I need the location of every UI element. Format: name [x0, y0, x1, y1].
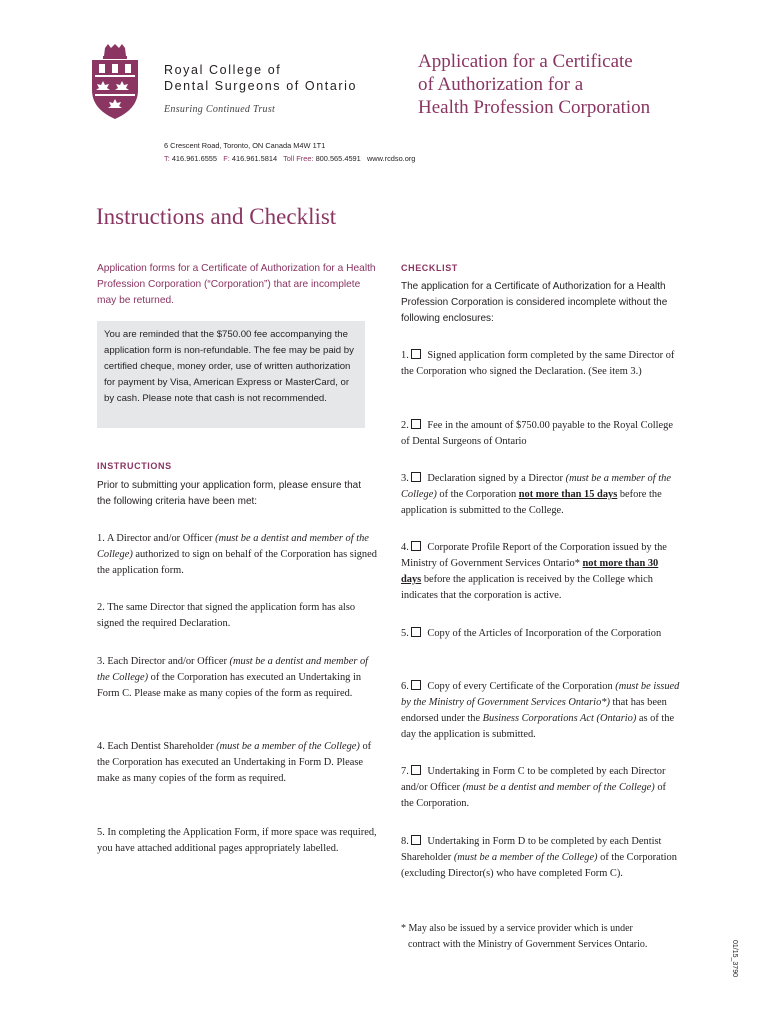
item-text: Corporate Profile Report of the Corporation issued by the Ministry of Government Services Ontario* — [401, 542, 667, 569]
tollfree-label: Toll Free: — [283, 154, 314, 163]
item-text: Undertaking in Form D to be completed by each Dentist Shareholder — [401, 836, 662, 863]
organization-name — [164, 62, 357, 94]
phone-number: 416.961.6555 — [171, 154, 218, 163]
item-text: Copy of the Articles of Incorporation of the Corporation — [427, 628, 662, 639]
instructions-heading: INSTRUCTIONS — [97, 461, 172, 471]
instruction-item-3 — [97, 654, 382, 702]
item-number: 7. — [401, 766, 409, 777]
org-name-line1: Royal College of — [164, 63, 282, 77]
checklist-item-4 — [401, 540, 681, 604]
instruction-item-2: 2. The same Director that signed the application form has also signed the required Declaration. — [97, 602, 356, 629]
checklist-item-8 — [401, 834, 681, 882]
tollfree-number: 800.565.4591 — [315, 154, 361, 163]
item-text: of the Corporation. — [401, 782, 667, 809]
college-crest-logo — [90, 44, 140, 120]
item-emphasis: Business Corporations Act (Ontario) — [482, 713, 637, 724]
instruction-text: 1. A Director and/or Officer — [97, 533, 216, 544]
checkbox[interactable] — [411, 472, 421, 482]
item-number: 1. — [401, 350, 409, 361]
incomplete-warning: Application forms for a Certificate of Authorization for a Health Profession Corporation (“Corporation”) that are incomplete may be returned. — [97, 263, 376, 306]
checklist-item-3 — [401, 471, 681, 519]
instructions-intro: Prior to submitting your application form, please ensure that the following criteria have been met: — [97, 480, 362, 507]
checkbox[interactable] — [411, 627, 421, 637]
checklist-item-1 — [401, 348, 681, 380]
checkbox[interactable] — [411, 419, 421, 429]
checkbox[interactable] — [411, 765, 421, 775]
item-number: 5. — [401, 628, 409, 639]
phone-label: T: — [164, 154, 170, 163]
item-emphasis: (must be issued by the Ministry of Government Services Ontario*) — [401, 681, 680, 708]
tagline: Ensuring Continued Trust — [164, 104, 276, 115]
instruction-emphasis: (must be a member of the College) — [216, 741, 360, 752]
checklist-item-7 — [401, 764, 681, 812]
checklist-heading: CHECKLIST — [401, 263, 458, 273]
footnote — [401, 921, 691, 953]
form-title-line3: Health Profession Corporation — [418, 97, 651, 118]
checklist-intro: The application for a Certificate of Authorization for a Health Profession Corporation is considered incomplete without the following enclosures: — [401, 281, 668, 324]
item-text: that has been endorsed under the — [401, 697, 667, 724]
item-text: before the application is submitted to the College. — [401, 489, 662, 516]
item-text: of the Corporation (excluding Director(s) who have completed Form C). — [401, 852, 677, 879]
instruction-item-4 — [97, 739, 382, 787]
item-emphasis: (must be a member of the College) — [401, 473, 671, 500]
checkbox[interactable] — [411, 349, 421, 359]
item-number: 2. — [401, 420, 409, 431]
item-number: 4. — [401, 542, 409, 553]
instruction-text: of the Corporation has executed an Undertaking in Form C. Please make as many copies of the form as required. — [97, 672, 362, 699]
item-text: Copy of every Certificate of the Corporation — [427, 681, 616, 692]
checklist-item-2 — [401, 418, 681, 450]
item-text: Declaration signed by a Director — [427, 473, 566, 484]
page-title: Instructions and Checklist — [96, 204, 337, 229]
item-text: Undertaking in Form C to be completed by each Director and/or Officer — [401, 766, 666, 793]
footnote-line1: * May also be issued by a service provider which is under — [401, 923, 633, 934]
instruction-text: authorized to sign on behalf of the Corporation has signed the application form. — [97, 549, 377, 576]
instruction-text: 4. Each Dentist Shareholder — [97, 741, 217, 752]
form-code-text: 01/15_3790 — [731, 940, 738, 977]
item-emphasis: (must be a member of the College) — [453, 852, 598, 863]
checklist-item-5 — [401, 626, 681, 642]
instruction-item-1 — [97, 531, 382, 579]
item-number: 6. — [401, 681, 409, 692]
item-text: Signed application form completed by the same Director of the Corporation who signed the Declaration. (See item 3.) — [401, 350, 675, 377]
item-text: as of the day the application is submitted. — [401, 713, 675, 740]
fee-notice-box: You are reminded that the $750.00 fee accompanying the application form is non-refundable. The fee may be paid by certified cheque, money order, use of written authorization for payment by Visa, American Express or MasterCard, or by cash. Please note that cash is not recommended. — [97, 321, 365, 428]
item-deadline: not more than 30 days — [401, 558, 659, 585]
item-text: Fee in the amount of $750.00 payable to the Royal College of Dental Surgeons of Ontario — [401, 420, 673, 447]
instruction-text: 3. Each Director and/or Officer — [97, 656, 230, 667]
street-address: 6 Crescent Road, Toronto, ON Canada M4W 1T1 — [164, 141, 326, 150]
contact-block — [164, 139, 415, 165]
instruction-emphasis: (must be a dentist and member of the College) — [97, 533, 369, 560]
checkbox[interactable] — [411, 835, 421, 845]
checklist-item-6 — [401, 679, 681, 743]
contact-numbers — [164, 152, 415, 165]
instruction-emphasis: (must be a dentist and member of the College) — [97, 656, 369, 683]
form-title-line1: Application for a Certificate — [418, 51, 633, 72]
checkbox[interactable] — [411, 541, 421, 551]
item-deadline: not more than 15 days — [518, 489, 618, 500]
fax-label: F: — [223, 154, 230, 163]
footnote-line2: contract with the Ministry of Government Services Ontario. — [408, 939, 648, 950]
item-text: before the application is received by the College which indicates that the corporation is active. — [401, 574, 653, 601]
org-name-line2: Dental Surgeons of Ontario — [164, 79, 358, 93]
form-title-line2: of Authorization for a — [418, 74, 584, 95]
checkbox[interactable] — [411, 680, 421, 690]
website-link[interactable]: www.rcdso.org — [366, 154, 416, 163]
item-emphasis: (must be a dentist and member of the College) — [462, 782, 655, 793]
instruction-item-5: 5. In completing the Application Form, if more space was required, you have attached additional pages appropriately labelled. — [97, 827, 377, 854]
instruction-text: of the Corporation has executed an Undertaking in Form D. Please make as many copies of the form as required. — [97, 741, 372, 784]
item-number: 8. — [401, 836, 409, 847]
fax-number: 416.961.5814 — [231, 154, 278, 163]
form-code — [728, 940, 740, 1000]
form-title — [418, 50, 738, 119]
item-text: of the Corporation — [436, 489, 519, 500]
item-number: 3. — [401, 473, 409, 484]
